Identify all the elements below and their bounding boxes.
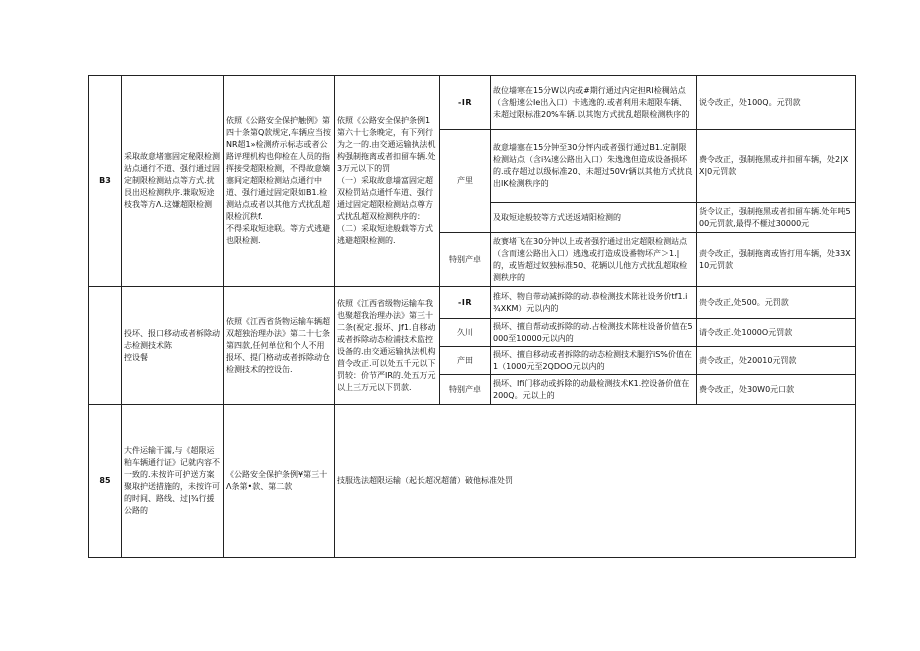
table-row	[89, 287, 856, 319]
situation-cell: 及取短途般较等方式送返靖阳检测的	[491, 203, 697, 233]
situation-cell: 故位墙寒在15分W以内或#期行通过内定担RI检稠站点（含船速公Ie出入口）卡逃逸的.或者利用未超限车辆、未超过限标准20%车辆.以其饱方式扰乱超限检测秩序的	[491, 76, 697, 130]
standard-cell: 费令改正，强制拖黑或并扣留车辆，处2|XX|0元罚款	[697, 130, 856, 203]
standard-cell: 费令改正，处30W0元口款	[697, 375, 856, 405]
standard-cell: 请令改正.处1000O元罚款	[697, 319, 856, 347]
severity-level: 久川	[440, 319, 491, 347]
severity-level: 产田	[440, 347, 491, 375]
severity-level: -IR	[440, 76, 491, 130]
penalty-basis: 依照《公路安全保护条例1第六十七条晚定，有下列行为之一的.由交通运输执法机构强制拖离或者扣留车辆.处3万元以下的罚 （一）采取故意墙富固定超双检罚站点通忏车道、强行通过固定超限检测站点尊方式扰乱超双检测秩序的： （二）采取短途般载等方式逃避超限检测的.	[335, 76, 440, 287]
situation-cell: 损坏、Ifi门移动或拆除的动最检测技术K1.控设备价值在200Q。元以上的	[491, 375, 697, 405]
standard-cell: 货令议正，强制拖黑或者扣留车辆.处年吨500元罚款,最得不榧过30000元	[697, 203, 856, 233]
standard-cell: 说令改正，处100Q。元罚款	[697, 76, 856, 130]
row-number: 85	[89, 405, 122, 558]
severity-level: 特别产卓	[440, 375, 491, 405]
standard-cell: 贵令改正,处500。元罚款	[697, 287, 856, 319]
legal-basis: 《公路安全保护条例¥第三十Λ条第•款、第二款	[224, 405, 335, 558]
row-number	[89, 287, 122, 405]
standard-cell: 责令改正，处20010元罚款	[697, 347, 856, 375]
legal-basis: 依照《江西省货物运输车辆超双超独治理办法》第二十七条第四款,任何单位和个人不用报坏、提门格动或者拆除动仓检测技术的控设缶.	[224, 287, 335, 405]
standard-cell: 责令改正，强制拖离或皆打用车辆，处33X10元罚款	[697, 233, 856, 287]
penalty-basis: 依照《江西省级物运输车我也聚超我治理办法》第三十二条(祝定.报坏、Jf1.自移动或者拆除动态检浦技术监控设备的.由交通运输执法机构茴令改正.可以处五千元以下罚较：价节严IR的.处五万元以上三万元以下罚款.	[335, 287, 440, 405]
situation-cell: 故赛堵飞在30分钟以上或者强狞通过出定超限检测站点（含而速公路出入口）逃逸或打造成设番物坏产＞1.|的，或皆超过奴独标准50、花辆以儿他方式扰乱超取检测秩序的	[491, 233, 697, 287]
penalty-standards-table	[88, 75, 856, 558]
table-row	[89, 76, 856, 130]
situation-cell: 故意墙塞在15分钟至30分怦内或者强行通过B1.定制限检测站点（含i¾速公路出入口）朱逸逸但造成设备损坏的.或存超过以级标准20、未超过50Vr辆以其他方式扰良出IK检测秩序的	[491, 130, 697, 203]
severity-level: 特别产卓	[440, 233, 491, 287]
situation-cell: 损坏、擅自帮动或拆除的动.占检测技术陈柱设备价值在5000至10000元以内的	[491, 319, 697, 347]
severity-level: -IR	[440, 287, 491, 319]
violation-item: 大件运输干濡,与《超限运粕车辆通行证》记就内容不一致的.未按许可护送方案聚取护送措施的，未按许可的时间、路线、过|¾行援公路的	[122, 405, 224, 558]
table-row	[89, 405, 856, 558]
violation-item: 采取故意堵塞固定秘限检测站点通行不道、强行通过固定制限检测站点等方式.扰艮出迟检测秩序.兼取短途枝我等方Λ.这嫌超限检测	[122, 76, 224, 287]
situation-cell: 推坏、物自带动减拆除的动.恭检测技术陈社设务价tf1.i¾XKM）元以内的	[491, 287, 697, 319]
situation-cell: 损坏、擅自移动或者拆除的动态检测技术腿狞iS%价值在1（1000元至2QDOO元以内的	[491, 347, 697, 375]
combined-standard-cell: 技服选法超限运输（起长超况超蒲）破他标准处罚	[335, 405, 856, 558]
violation-item: 投坏、报口移动或者柝除动忐检测技术陈 控设餐	[122, 287, 224, 405]
legal-basis: 依照《公路安全保护触例》第四十条第Q款规定,车辆应当按NR超1»检测疥示标志或者公路评理机构也仰检在人员的指挥接受超限检测，不得故意嫡塞间定超限检测站点通行中道、强行通过固定限如B1.检测站点或者以其他方式扰乱超限检沉秩f. 不得采取短途联。等方式逃避也限检测.	[224, 76, 335, 287]
severity-level: 产里	[440, 130, 491, 233]
row-number: B3	[89, 76, 122, 287]
